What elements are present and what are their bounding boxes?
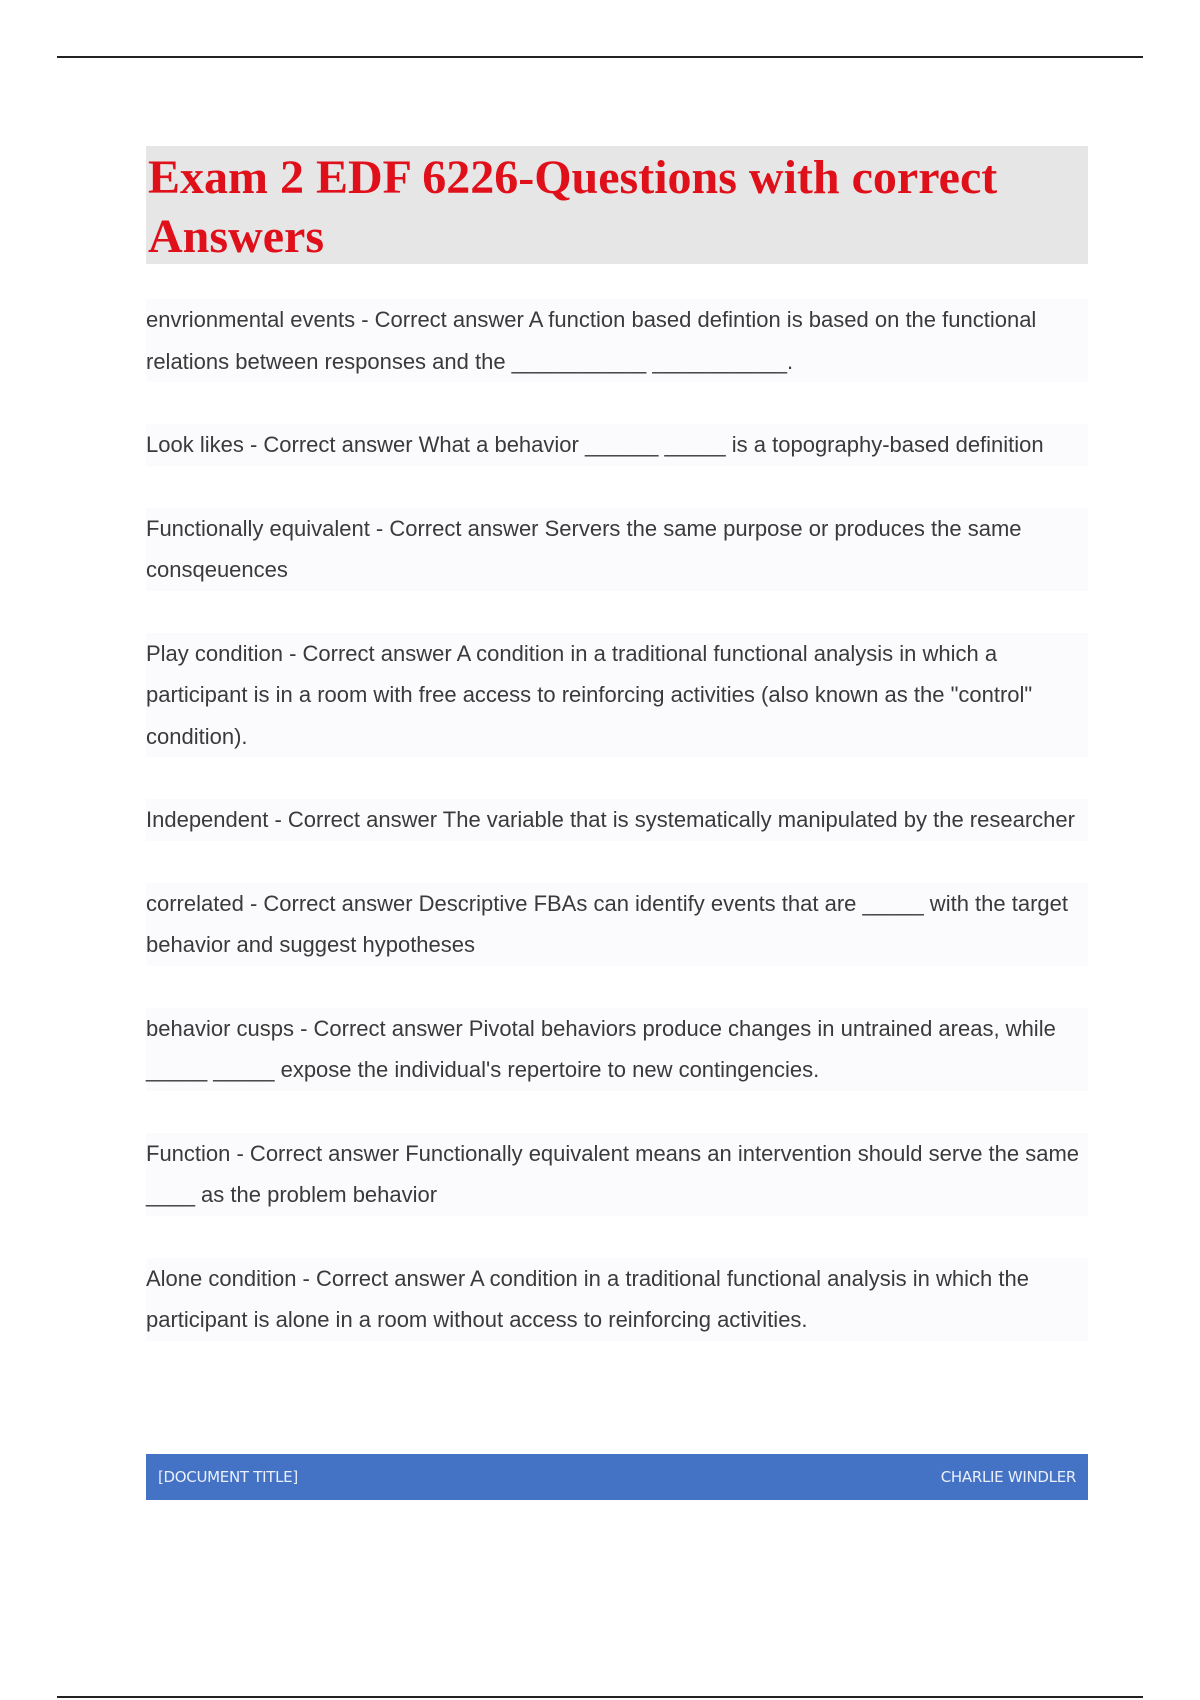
qa-text: behavior cusps - Correct answer Pivotal behaviors produce changes in untrained areas, while _____ _____ expose the individual's repertoire to new contingencies. [146,1015,1062,1082]
title-banner [146,146,1088,264]
footer-rule [57,1696,1143,1698]
qa-item [146,299,1088,382]
header-rule [57,56,1143,58]
qa-item [146,1133,1088,1216]
qa-text: Function - Correct answer Functionally equivalent means an intervention should serve the same ____ as the problem behavior [146,1140,1086,1207]
qa-text: Functionally equivalent - Correct answer Servers the same purpose or produces the same consqeuences [146,515,1028,582]
qa-text: envrionmental events - Correct answer A function based defintion is based on the functional relations between responses and the ___________ ___________. [146,307,1043,374]
qa-item [146,424,1088,466]
qa-item [146,1008,1088,1091]
document-title: Exam 2 EDF 6226-Questions with correct Answers [148,151,998,263]
footer-author: CHARLIE WINDLER [940,1468,1076,1486]
qa-text: Independent - Correct answer The variable that is systematically manipulated by the researcher [146,807,1075,832]
qa-text: correlated - Correct answer Descriptive FBAs can identify events that are _____ with the target behavior and suggest hypotheses [146,890,1075,957]
footer-bar [146,1454,1088,1500]
qa-item [146,1258,1088,1341]
qa-item [146,799,1088,841]
document-body [146,146,1088,1383]
qa-item [146,633,1088,758]
qa-text: Look likes - Correct answer What a behavior ______ _____ is a topography-based definition [146,432,1044,457]
qa-text: Play condition - Correct answer A condition in a traditional functional analysis in which a participant is in a room with free access to reinforcing activities (also known as the "control" condition). [146,640,1039,749]
qa-text: Alone condition - Correct answer A condition in a traditional functional analysis in which the participant is alone in a room without access to reinforcing activities. [146,1265,1036,1332]
footer-document-title: [DOCUMENT TITLE] [158,1468,298,1486]
qa-item [146,883,1088,966]
qa-list [146,299,1088,1341]
qa-item [146,508,1088,591]
